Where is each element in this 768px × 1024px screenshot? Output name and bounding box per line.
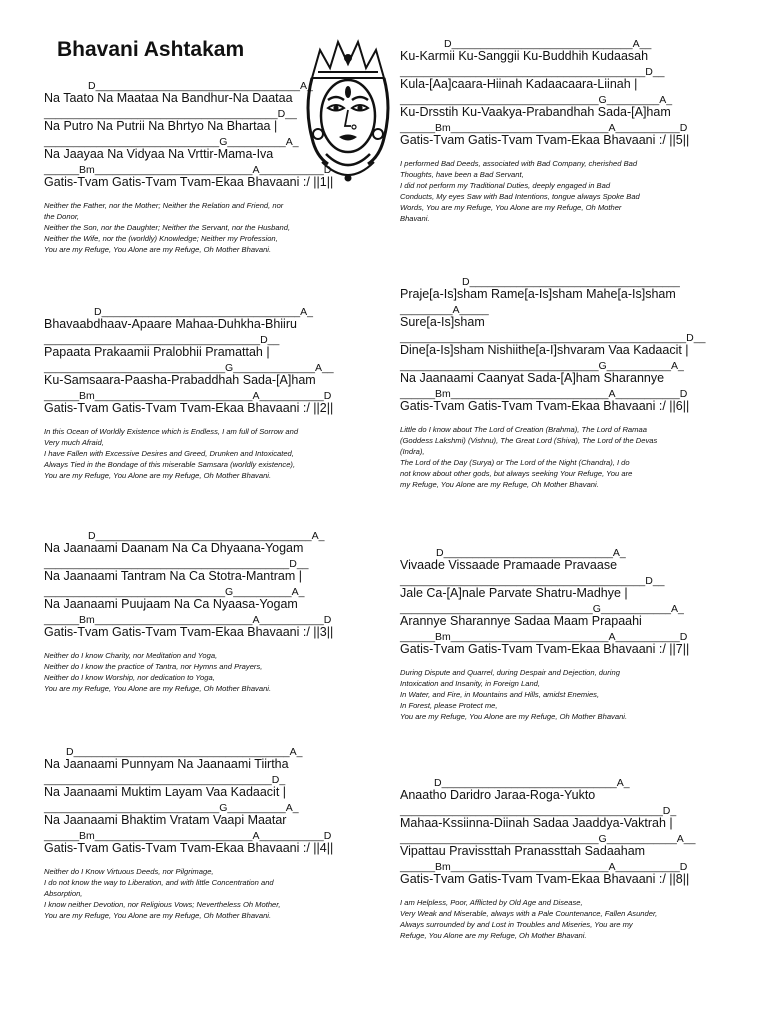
translation-line: Bhavani.: [400, 214, 430, 223]
translation-block: [400, 158, 730, 224]
lyric-line: Kula-[Aa]caara-Hiinah Kadaacaara-Liinah |: [400, 77, 638, 91]
lyric-line: Gatis-Tvam Gatis-Tvam Tvam-Ekaa Bhavaani :/ ||2||: [44, 401, 334, 415]
translation-line: Very Weak and Miserable, always with a Pale Countenance, Fallen Asunder,: [400, 909, 658, 918]
translation-line: Words, You are my Refuge, You Alone are my Refuge, Oh Mother: [400, 203, 622, 212]
lyric-line: Na Putro Na Putrii Na Bhrtyo Na Bhartaa |: [44, 119, 278, 133]
chord-line: _________________________________________________D__: [400, 332, 706, 344]
chord-line: D______________________________A_: [434, 777, 630, 789]
chord-line: ______Bm___________________________A___________D: [44, 830, 332, 842]
translation-line: Absorption,: [44, 889, 83, 898]
translation-line: The Lord of the Day (Surya) or The Lord of the Night (Chandra), I do: [400, 458, 630, 467]
lyric-line: Na Jaayaa Na Vidyaa Na Vrttir-Mama-Iva: [44, 147, 274, 161]
lyric-line: Na Jaanaami Punnyam Na Jaanaami Tiirtha: [44, 757, 289, 771]
lyric-line: Vivaade Vissaade Pramaade Pravaase: [400, 558, 618, 572]
translation-line: You are my Refuge, You Alone are my Refuge, Oh Mother Bhavani.: [44, 684, 272, 693]
translation-line: Always Tied in the Bondage of this miserable Samsara (worldly existence),: [44, 460, 296, 469]
lyric-line: Papaata Prakaamii Pralobhii Pramattah |: [44, 345, 270, 359]
lyric-line: Mahaa-Kssiinna-Diinah Sadaa Jaaddya-Vaktrah |: [400, 816, 673, 830]
chord-line: __________________________________G___________A_: [400, 360, 684, 372]
translation-line: In this Ocean of Worldly Existence which is Endless, I am full of Sorrow and: [44, 427, 299, 436]
lyric-line: Na Jaanaami Tantram Na Ca Stotra-Mantram |: [44, 569, 302, 583]
translation-block: [44, 650, 364, 694]
translation-line: Neither do I Know Virtuous Deeds, nor Pilgrimage,: [44, 867, 214, 876]
translation-line: I performed Bad Deeds, associated with Bad Company, cherished Bad: [400, 159, 638, 168]
translation-line: Neither do I know Worship, nor dedication to Yoga,: [44, 673, 215, 682]
chord-line: _____________________________________D__: [44, 334, 280, 346]
translation-line: I have Fallen with Excessive Desires and Greed, Drunken and Intoxicated,: [44, 449, 294, 458]
lyric-line: Anaatho Daridro Jaraa-Roga-Yukto: [400, 788, 596, 802]
lyric-line: Praje[a-Is]sham Rame[a-Is]sham Mahe[a-Is]sham: [400, 287, 676, 301]
lyric-line: Bhavaabdhaav-Apaare Mahaa-Duhkha-Bhiiru: [44, 317, 297, 331]
lyric-line: Gatis-Tvam Gatis-Tvam Tvam-Ekaa Bhavaani :/ ||8||: [400, 872, 690, 886]
chord-line: ______________________________G__________A_: [44, 802, 299, 814]
chord-line: D_____________________________A_: [436, 547, 626, 559]
translation-line: Refuge, You Alone are my Refuge, Oh Mother Bhavani.: [400, 931, 587, 940]
chord-line: ______Bm___________________________A___________D: [400, 122, 688, 134]
lyric-line: Arannye Sharannye Sadaa Maam Prapaahi: [400, 614, 642, 628]
translation-line: I did not perform my Traditional Duties, deeply engaged in Bad: [400, 181, 611, 190]
chord-line: _______________________________________D_: [44, 774, 286, 786]
chord-line: ________________________________________D__: [44, 108, 297, 120]
translation-block: [400, 424, 730, 490]
translation-line: Very much Afraid,: [44, 438, 104, 447]
lyric-line: Gatis-Tvam Gatis-Tvam Tvam-Ekaa Bhavaani :/ ||4||: [44, 841, 334, 855]
chord-line: __________________________________________D__: [400, 575, 665, 587]
translation-block: [400, 897, 730, 941]
chord-line: _________A_____: [400, 304, 489, 316]
chord-line: D__________________________________A_: [94, 306, 313, 318]
chord-line: __________________________________________D__: [44, 558, 309, 570]
lyric-line: Gatis-Tvam Gatis-Tvam Tvam-Ekaa Bhavaani :/ ||3||: [44, 625, 334, 639]
translation-line: not know about other gods, but always seeking Your Refuge, You are: [400, 469, 633, 478]
chord-line: D_____________________________________A_: [66, 746, 303, 758]
translation-line: Neither the Wife, nor the (worldly) Knowledge; Neither my Profession,: [44, 234, 278, 243]
chord-line: ______Bm___________________________A___________D: [44, 390, 332, 402]
translation-line: Neither the Father, nor the Mother; Neither the Relation and Friend, nor: [44, 201, 284, 210]
translation-line: I know neither Devotion, nor Religious Vows; Nevertheless Oh Mother,: [44, 900, 281, 909]
translation-line: You are my Refuge, You Alone are my Refuge, Oh Mother Bhavani.: [44, 471, 272, 480]
lyric-line: Gatis-Tvam Gatis-Tvam Tvam-Ekaa Bhavaani :/ ||7||: [400, 642, 690, 656]
chord-line: _________________________________G____________A_: [400, 603, 684, 615]
lyric-line: Na Jaanaami Muktim Layam Vaa Kadaacit |: [44, 785, 287, 799]
lyric-line: Ku-Samsaara-Paasha-Prabaddhah Sada-[A]ham: [44, 373, 316, 387]
lyric-line: Sure[a-Is]sham: [400, 315, 485, 329]
lyric-line: Na Jaanaami Daanam Na Ca Dhyaana-Yogam: [44, 541, 304, 555]
translation-line: Thoughts, have been a Bad Servant,: [400, 170, 524, 179]
lyric-line: Jale Ca-[A]nale Parvate Shatru-Madhye |: [400, 586, 628, 600]
chord-line: ______Bm___________________________A___________D: [44, 614, 332, 626]
translation-line: You are my Refuge, You Alone are my Refuge, Oh Mother Bhavani.: [44, 911, 272, 920]
lyric-line: Na Taato Na Maataa Na Bandhur-Na Daataa: [44, 91, 293, 105]
translation-block: [400, 667, 730, 722]
chord-line: D____________________________________: [462, 276, 680, 288]
lyric-line: Na Jaanaami Puujaam Na Ca Nyaasa-Yogam: [44, 597, 298, 611]
translation-line: During Dispute and Quarrel, during Despair and Dejection, during: [400, 668, 620, 677]
translation-line: Little do I know about The Lord of Creation (Brahma), The Lord of Ramaa: [400, 425, 647, 434]
translation-line: Intoxication and Insanity, in Foreign Land,: [400, 679, 541, 688]
chord-line: __________________________________________D__: [400, 66, 665, 78]
lyric-line: Na Jaanaami Caanyat Sada-[A]ham Sharannye: [400, 371, 665, 385]
chord-line: ______Bm___________________________A___________D: [400, 388, 688, 400]
translation-line: Neither the Son, nor the Daughter; Neither the Servant, nor the Husband,: [44, 223, 291, 232]
translation-line: Neither do I know the practice of Tantra, nor Hymns and Prayers,: [44, 662, 263, 671]
lyric-line: Ku-Drsstih Ku-Vaakya-Prabandhah Sada-[A]ham: [400, 105, 671, 119]
chord-line: __________________________________G____________A__: [400, 833, 696, 845]
translation-line: (Goddess Lakshmi) (Vishnu), The Great Lord (Shiva), The Lord of the Devas: [400, 436, 658, 445]
lyric-line: Ku-Karmii Ku-Sanggii Ku-Buddhih Kudaasah: [400, 49, 649, 63]
translation-block: [44, 866, 364, 921]
chord-line: _______________________________G______________A__: [44, 362, 334, 374]
chord-line: ______Bm___________________________A___________D: [400, 861, 688, 873]
lyric-line: Gatis-Tvam Gatis-Tvam Tvam-Ekaa Bhavaani :/ ||5||: [400, 133, 690, 147]
translation-line: I am Helpless, Poor, Afflicted by Old Age and Disease,: [400, 898, 583, 907]
translation-line: You are my Refuge, You Alone are my Refuge, Oh Mother Bhavani.: [400, 712, 628, 721]
page-title: Bhavani Ashtakam: [57, 38, 245, 61]
lyric-line: Dine[a-Is]sham Nishiithe[a-I]shvaram Vaa Kadaacit |: [400, 343, 689, 357]
lyric-line: Vipattau Pravissttah Pranassttah Sadaaham: [400, 844, 646, 858]
chord-line: _____________________________________________D_: [400, 805, 677, 817]
chord-line: D___________________________________A_: [88, 80, 313, 92]
translation-block: [44, 426, 364, 481]
translation-line: In Forest, please Protect me,: [400, 701, 498, 710]
chord-line: D_______________________________A__: [444, 38, 652, 50]
lyric-line: Na Jaanaami Bhaktim Vratam Vaapi Maatar: [44, 813, 287, 827]
translation-line: You are my Refuge, You Alone are my Refuge, Oh Mother Bhavani.: [44, 245, 272, 254]
chord-line: _______________________________G__________A_: [44, 586, 305, 598]
translation-line: my Refuge, You Alone are my Refuge, Oh Mother Bhavani.: [400, 480, 599, 489]
chord-line: ______Bm___________________________A___________D: [44, 164, 332, 176]
translation-block: [44, 200, 364, 255]
lyric-line: Gatis-Tvam Gatis-Tvam Tvam-Ekaa Bhavaani :/ ||1||: [44, 175, 334, 189]
lyric-line: Gatis-Tvam Gatis-Tvam Tvam-Ekaa Bhavaani :/ ||6||: [400, 399, 690, 413]
chord-line: __________________________________G_________A_: [400, 94, 673, 106]
translation-line: Conducts, My eyes Saw with Bad Intentions, tongue always Spoke Bad: [400, 192, 640, 201]
translation-line: In Water, and Fire, in Mountains and Hills, amidst Enemies,: [400, 690, 600, 699]
translation-line: Neither do I know Charity, nor Meditation and Yoga,: [44, 651, 218, 660]
translation-line: (Indra),: [400, 447, 425, 456]
chord-line: ______________________________G__________A_: [44, 136, 299, 148]
chord-line: ______Bm___________________________A___________D: [400, 631, 688, 643]
chord-line: D_____________________________________A_: [88, 530, 325, 542]
translation-line: Always surrounded by and Lost in Troubles and Miseries, You are my: [400, 920, 633, 929]
translation-line: the Donor,: [44, 212, 80, 221]
translation-line: I do not know the way to Liberation, and with little Concentration and: [44, 878, 274, 887]
